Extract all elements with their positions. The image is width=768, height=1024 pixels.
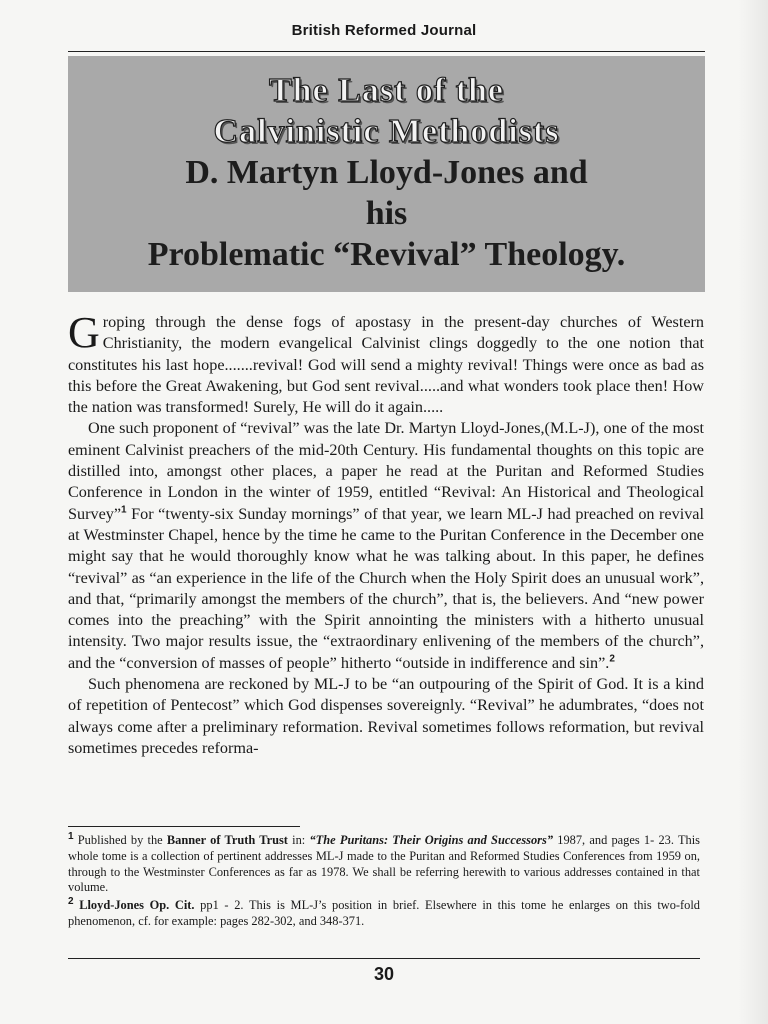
paragraph-3: [68, 674, 704, 759]
footnote-1-text-a: Published by the: [73, 833, 167, 847]
footnote-2: [68, 898, 700, 930]
paragraph-1-text: roping through the dense fogs of apostasy in the present-day churches of Western Christianity, the modern evangelical Calvinist clings doggedly to the one notion that constitutes his last hope.......revival! God will send a mighty revival! Things were once as bad as this before the Great Awakening, but God sent revival.....and what wonders took place then! How the nation was transformed! Surely, He will do it again.....: [68, 313, 704, 417]
paragraph-2: [68, 418, 704, 674]
header-rule: [68, 51, 705, 52]
footnotes: [68, 830, 701, 932]
page-number: 30: [373, 964, 395, 984]
footnote-1: [68, 830, 701, 896]
footnote-ref-1: 1: [121, 504, 127, 516]
footnote-rule: [68, 826, 300, 827]
title-line-1: The Last of the: [268, 72, 505, 109]
footnote-2-number: 2: [68, 896, 74, 908]
footnote-1-text-e: 1987, and pages 1- 23. This whole tome is a collection of pertinent addresses ML-J made to the Puritan and Reformed Studies Conferences from 1959 on, through to the Westminster Conferences as far as 1978. We shall be referring herewith to various addresses contained in that volume.: [68, 833, 701, 895]
title-line-2: Calvinistic Methodists: [213, 113, 560, 150]
title-line-5: Problematic “Revival” Theology.: [147, 236, 626, 273]
footnote-2-text: pp1 - 2. This is ML-J’s position in brief. Elsewhere in this tome he enlarges on this two-fold phenomenon, cf. for example: pages 282-302, and 348-371.: [68, 898, 700, 928]
article-title-box: [68, 56, 705, 292]
running-header: British Reformed Journal: [291, 22, 477, 39]
title-line-4: his: [365, 195, 408, 232]
footnote-1-publisher: Banner of Truth Trust: [166, 833, 288, 847]
bottom-rule: [68, 958, 700, 959]
paragraph-2-text-a: One such proponent of “revival” was the late Dr. Martyn Lloyd-Jones,(M.L-J), one of the most eminent Calvinist preachers of the mid-20th Century. His fundamental thoughts on this topic are distilled into, amongst other places, a paper he read at the Puritan and Reformed Studies Conference in London in the winter of 1959, entitled “Revival: An Historical and Theological Survey”: [68, 419, 704, 523]
paragraph-2-text-b: For “twenty-six Sunday mornings” of that year, we learn ML-J had preached on revival at Westminster Chapel, hence by the time he came to the Puritan Conference in the December one might say that he would thoroughly know what he was talking about. In this paper, he defines “revival” as “an experience in the life of the Church when the Holy Spirit does an unusual work”, and that, “primarily amongst the members of the church”, that is, the believers. And “new power comes into the preaching” with the Spirit annointing the ministers with a hitherto unusual intensity. Two major results issue, the “extraordinary enlivening of the members of the church”, and the “conversion of masses of people” hitherto “outside in indifference and sin”.: [68, 504, 704, 672]
paragraph-1: [68, 308, 704, 418]
drop-cap: G: [68, 308, 100, 357]
footnote-1-number: 1: [68, 830, 74, 842]
footnote-1-book-title: “The Puritans: Their Origins and Successors”: [309, 833, 554, 847]
page-edge-shadow: [738, 0, 768, 1024]
footnote-1-text-c: in:: [287, 833, 310, 847]
footnote-ref-2: 2: [609, 653, 615, 665]
paragraph-3-text: Such phenomena are reckoned by ML-J to be “an outpouring of the Spirit of God. It is a kind of repetition of Pentecost” which God dispenses sovereignly. “Revival” he adumbrates, “does not always come after a preliminary reformation. Revival sometimes follows reformation, but revival sometimes precedes reforma-: [68, 675, 704, 757]
footnote-2-citation: Lloyd-Jones Op. Cit.: [73, 898, 195, 913]
title-line-3: D. Martyn Lloyd-Jones and: [185, 154, 588, 191]
article-body: [68, 308, 704, 759]
